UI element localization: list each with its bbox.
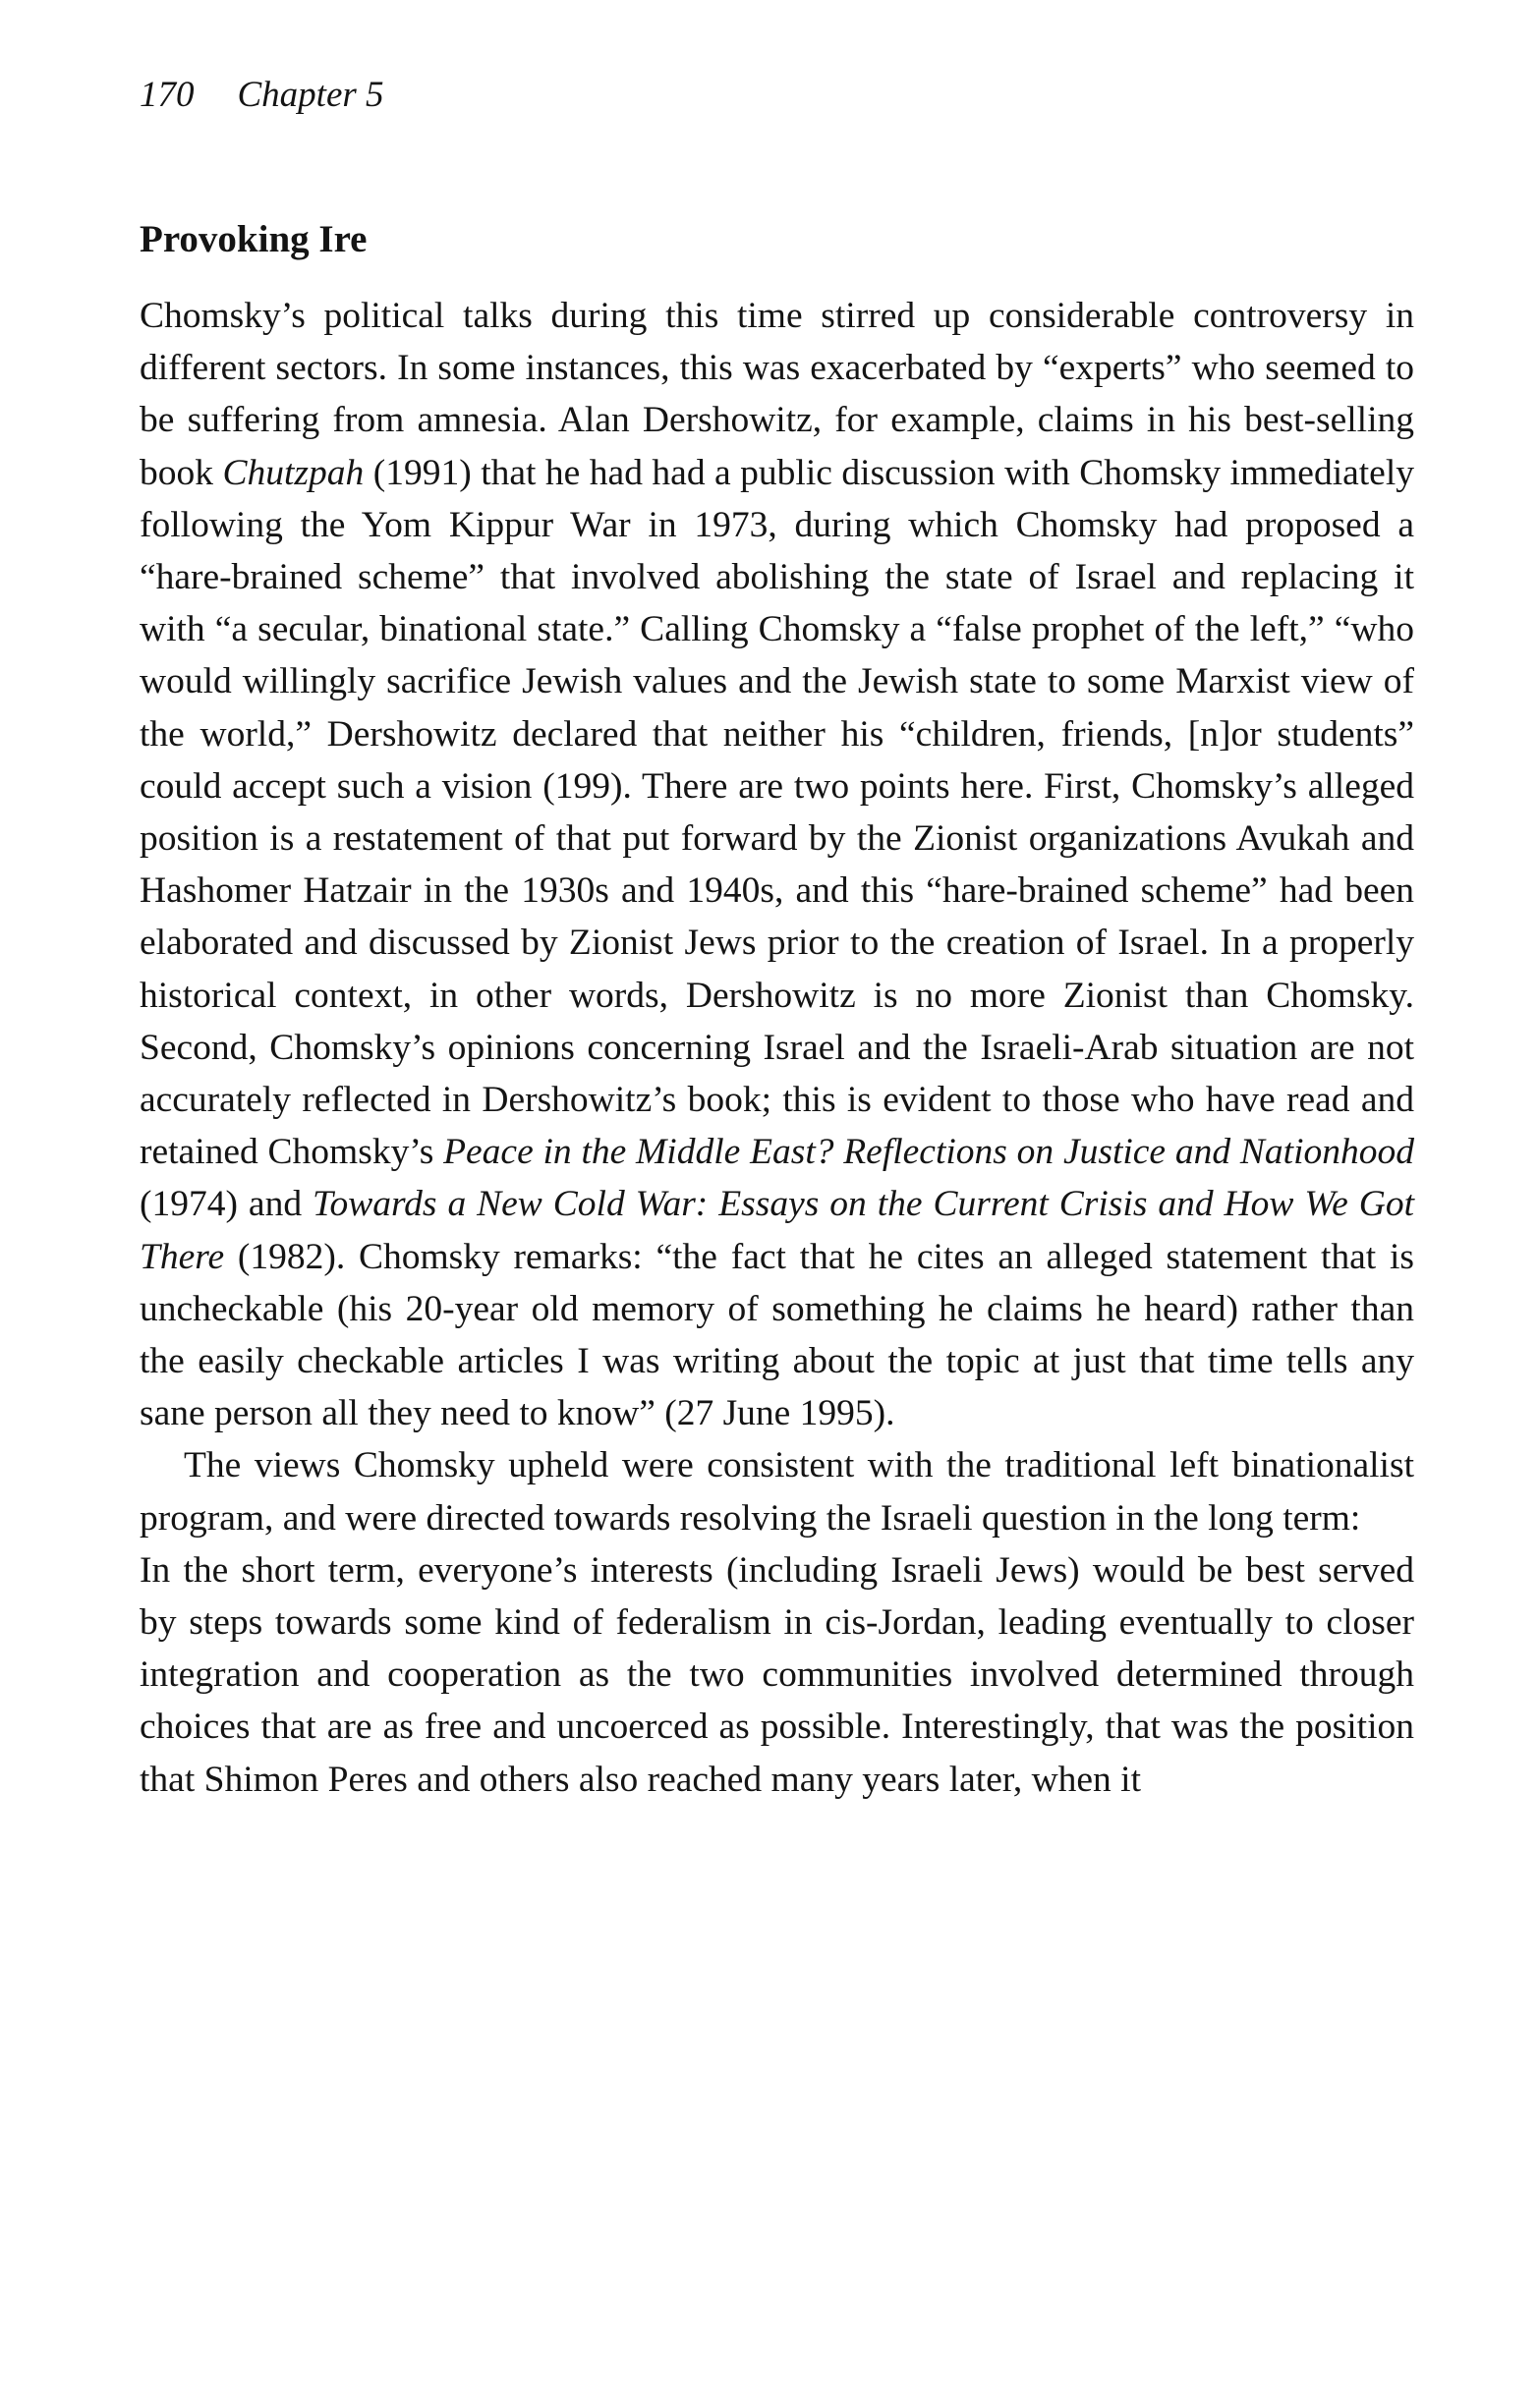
book-title-peace-in-the-middle-east: Peace in the Middle East? Reflections on Justice and Nationhood: [443, 1132, 1415, 1173]
page-number: 170: [140, 75, 195, 115]
running-head: [140, 77, 384, 113]
chapter-title: Chapter 5: [237, 75, 384, 115]
section-heading: Provoking Ire: [140, 218, 368, 260]
paragraph-2: The views Chomsky upheld were consistent with the traditional left binationalist program, and were directed towards resolving the Israeli question in the long term:: [140, 1445, 1414, 1539]
book-title-towards-a-new-cold-war: Towards a New Cold War: Essays on the Current Crisis and How We Got There: [140, 1184, 1414, 1277]
paragraph-1-part-4: (1982). Chomsky remarks: “the fact that he cites an alleged statement that is uncheckable (his 20-year old memory of something he claims he heard) rather than the easily checkable articles I was writing about the topic at just that time tells any sane person all they need to know” (27 June 1995).: [140, 1236, 1414, 1434]
book-title-chutzpah: Chutzpah: [222, 452, 365, 493]
paragraph-1: [140, 290, 1414, 1439]
block-quote: In the short term, everyone’s interests (including Israeli Jews) would be best served by steps towards some kind of federalism in cis-Jordan, leading eventually to closer integration and cooperation as the two communities involved determined through choices that are as free and uncoerced as possible. Interestingly, that was the position that Shimon Peres and others also reached many years later, when it: [140, 1549, 1414, 1800]
paragraph-1-part-2: (1991) that he had had a public discussion with Chomsky immediately following the Yom Kippur War in 1973, during which Chomsky had proposed a “hare-brained scheme” that involved abolishing the state of Israel and replacing it with “a secular, binational state.” Calling Chomsky a “false prophet of the left,” “who would willingly sacrifice Jewish values and the Jewish state to some Marxist view of the world,” Dershowitz declared that neither his “children, friends, [n]or students” could accept such a vision (199). There are two points here. First, Chomsky’s alleged position is a restatement of that put forward by the Zionist organizations Avukah and Hashomer Hatzair in the 1930s and 1940s, and this “hare-brained scheme” had been elaborated and discussed by Zionist Jews prior to the creation of Israel. In a properly historical context, in other words, Dershowitz is no more Zionist than Chomsky. Second, Chomsky’s opinions concerning Israel and the Israeli-Arab situation are not accurately reflected in Dershowitz’s book; this is evident to those who have read and retained Chomsky’s: [140, 452, 1414, 1173]
body-text: [140, 290, 1414, 1806]
paragraph-1-part-1: Chomsky’s political talks during this time stirred up considerable controversy in different sectors. In some instances, this was exacerbated by “experts” who seemed to be suffering from amnesia. Alan Dershowitz, for example, claims in his best-selling book: [140, 296, 1414, 493]
paragraph-1-part-3: (1974) and: [140, 1184, 314, 1225]
